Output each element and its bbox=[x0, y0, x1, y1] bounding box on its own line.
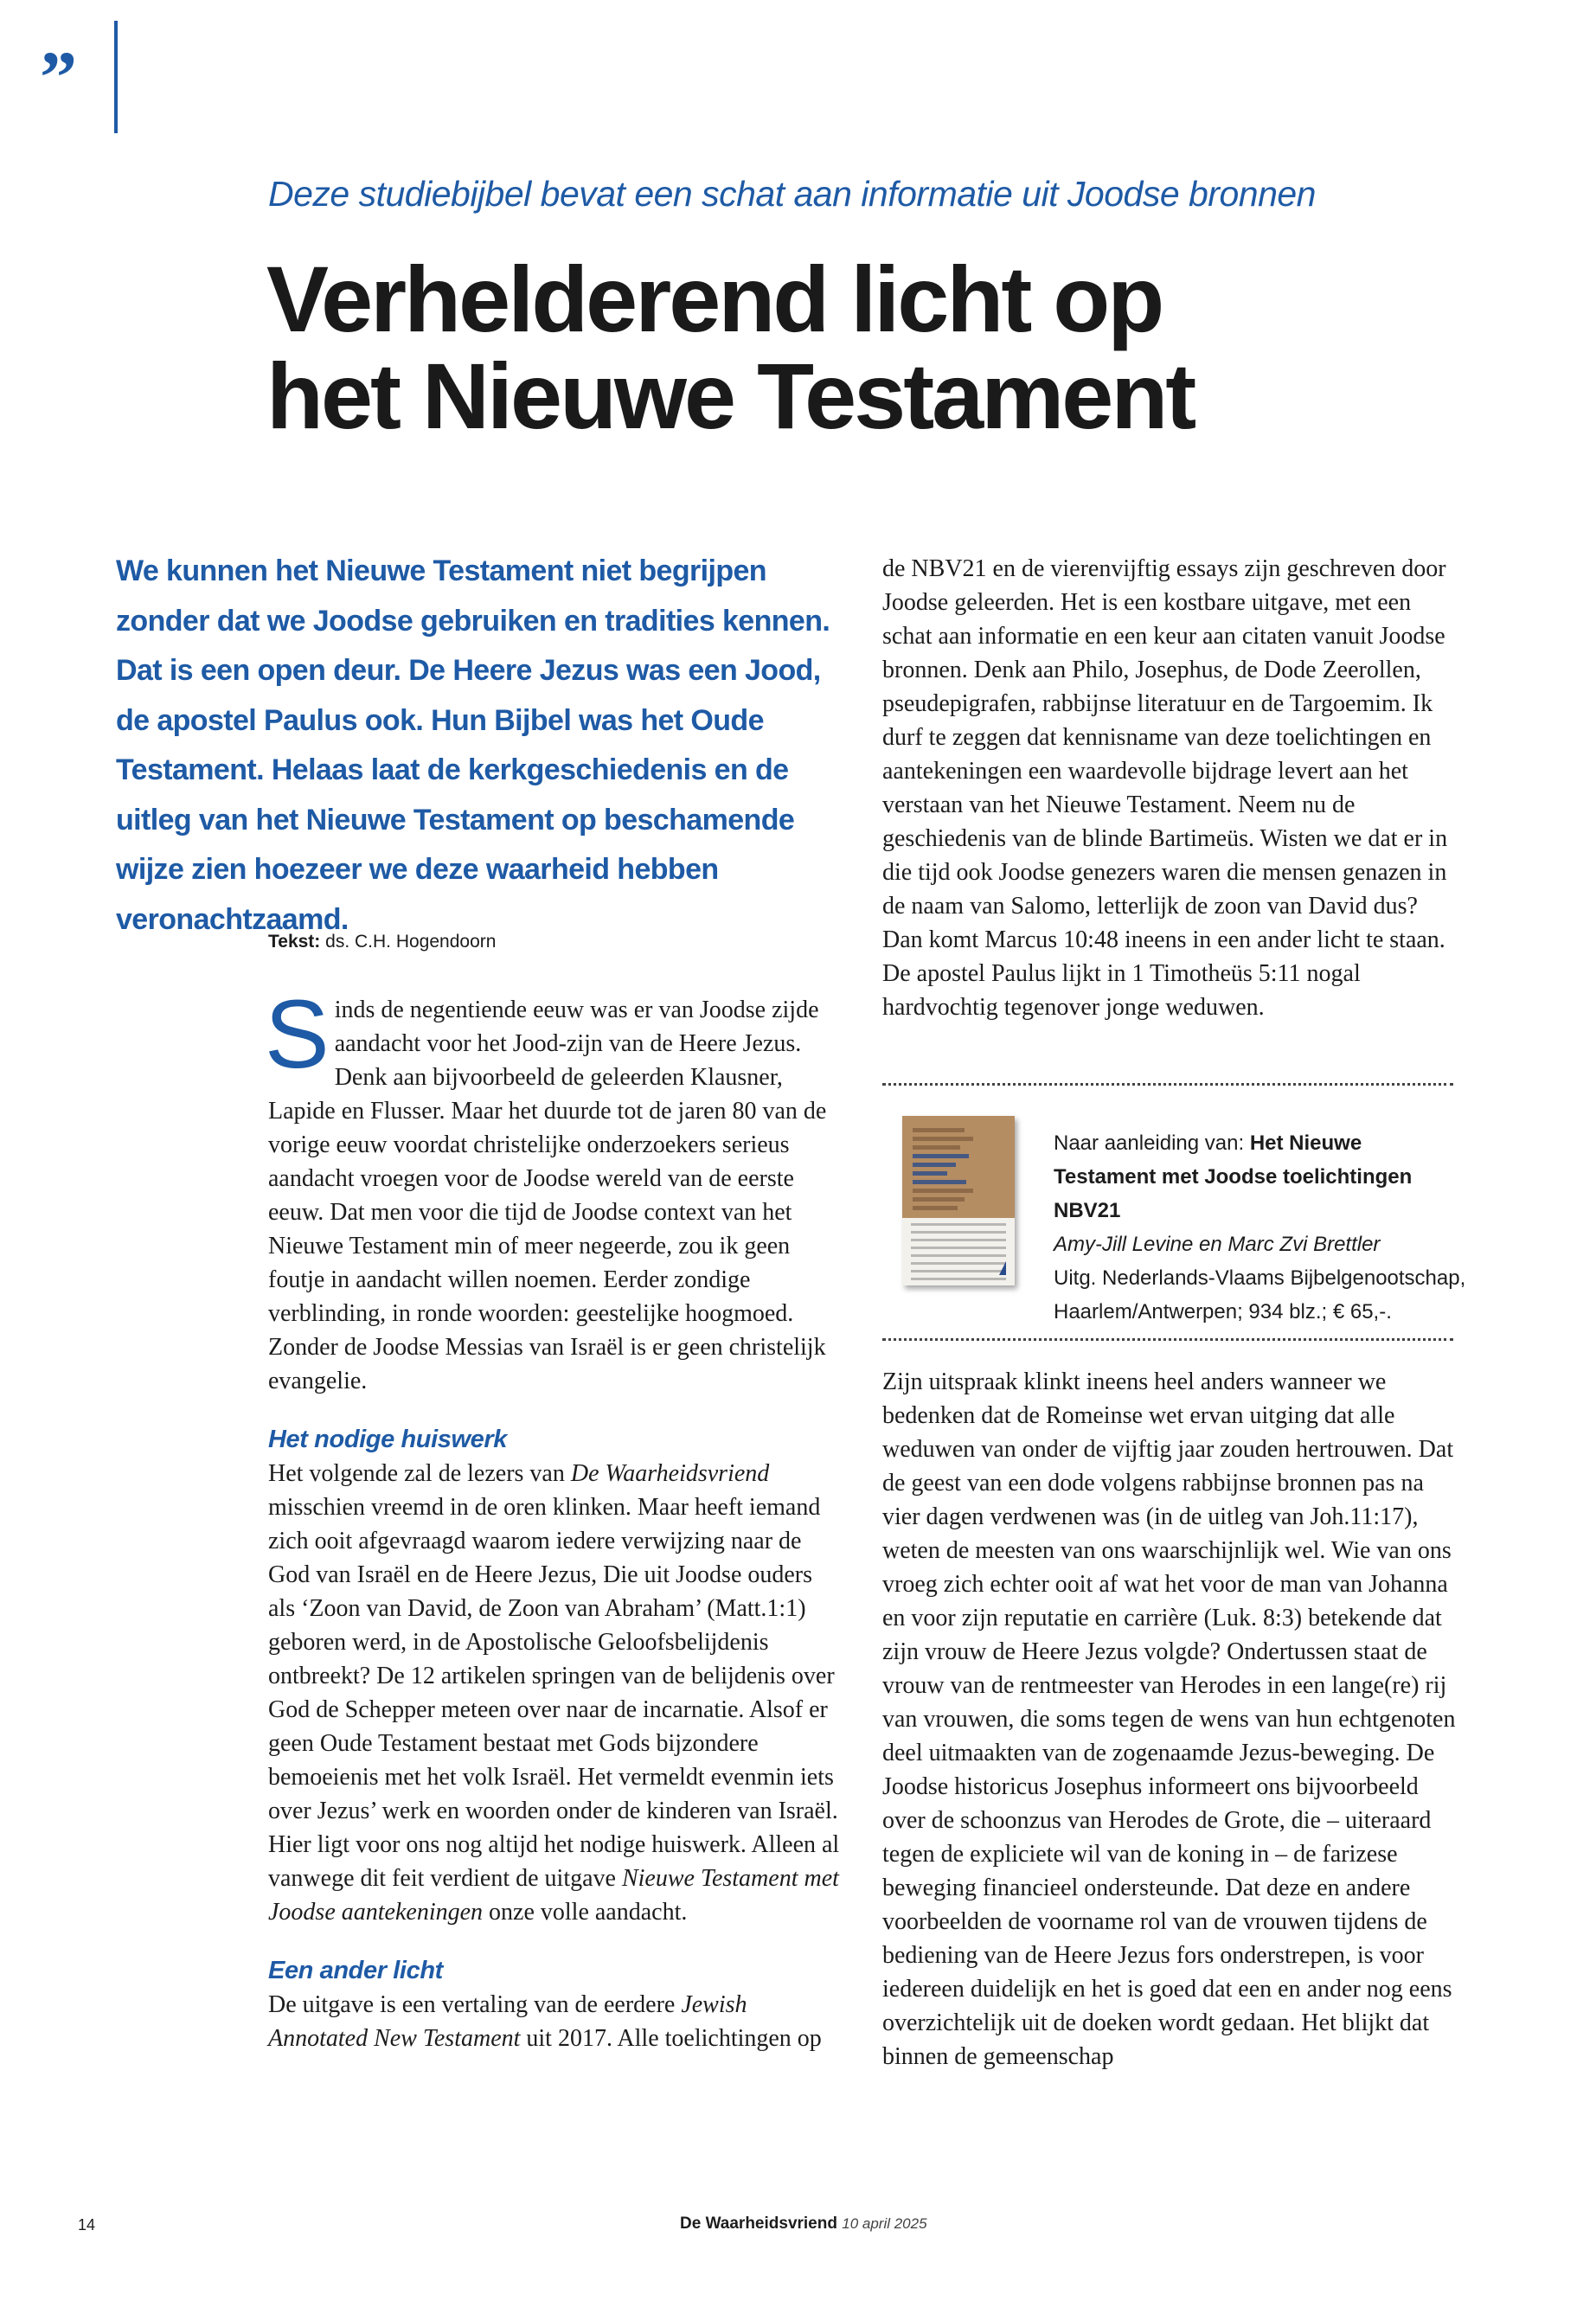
footer-magazine bbox=[680, 2214, 927, 2234]
magazine-title-ref: De Waarheidsvriend bbox=[570, 1460, 770, 1487]
cover-lower-panel bbox=[902, 1218, 1015, 1285]
paragraph-2-text-c: onze volle aandacht. bbox=[483, 1899, 688, 1926]
paragraph-3-text-b: uit 2017. Alle toelichtingen op bbox=[520, 2025, 822, 2052]
page-number: 14 bbox=[78, 2216, 96, 2234]
vertical-rule bbox=[114, 21, 118, 133]
book-title: Het Nieuwe Testament met Joodse toelichtingen NBV21 bbox=[1054, 1131, 1413, 1222]
book-info-lead-title bbox=[1054, 1126, 1469, 1227]
paragraph-2-text-a: Het volgende zal de lezers van bbox=[268, 1460, 571, 1487]
headline-line-2: het Nieuwe Testament bbox=[266, 343, 1195, 448]
body-column-left bbox=[265, 980, 843, 2055]
book-lead: Naar aanleiding van: bbox=[1054, 1131, 1245, 1155]
body-column-right-top bbox=[882, 552, 1457, 1024]
right-paragraph-2: Zijn uitspraak klinkt ineens heel anders wanneer we bedenken dat de Romeinse wet ervan uitging dat alle weduwen van onder de vijftig jaar zouden hertrouwen. Dat de geest van een dode volgens rabbijnse bronnen pas na vier dagen verdwenen was (in de uitleg van Joh.11:17), weten de meesten van ons waarschijnlijk wel. Wie van ons vroeg zich echter ooit af wat het voor de man van Johanna en voor zijn reputatie en carrière (Luk. 8:3) betekende dat zijn vrouw de Heere Jezus volgde? Ondertussen staat de vrouw van de rentmeester van Herodes in een lange(re) rij van vrouwen, die soms tegen de wens van hun echtgenoten deel uitmaakten van de zogenaamde Jezus-beweging. De Joodse historicus Josephus informeert ons bijvoorbeeld over de schoonzus van Herodes de Grote, die – uiteraard tegen de expliciete wil van de koning in – de farizese beweging financieel ondersteunde. Dat deze en andere voorbeelden de voorname rol van de vrouwen tijdens de bediening van de Heere Jezus fors onderstrepen, is voor iedereen duidelijk en het is goed dat een en ander nog eens overzichtelijk uit de doeken wordt gedaan. Het blijkt dat binnen de gemeenschap bbox=[882, 1368, 1456, 2070]
credit-author: ds. C.H. Hogendoorn bbox=[325, 932, 497, 952]
dotted-divider-top bbox=[882, 1083, 1453, 1086]
paragraph-1-text: inds de negentiende eeuw was er van Joodse zijde aandacht voor het Jood-zijn van de Heere Jezus. Denk aan bijvoorbeeld de geleerden Klausner, Lapide en Flusser. Maar het duurde tot de jaren 80 van de vorige eeuw voordat christelijke onderzoekers serieus aandacht vroegen voor de Joodse wereld van de eerste eeuw. Dat men voor die tijd de Joodse context van het Nieuwe Testament min of meer negeerde, zou ik geen foutje in aandacht willen noemen. Eerder zondige verblinding, in ronde woorden: geestelijke hoogmoed. Zonder de Joodse Messias van Israël is er geen christelijk evangelie. bbox=[268, 997, 827, 1394]
author-credit bbox=[268, 929, 496, 955]
footer-magazine-name: De Waarheidsvriend bbox=[680, 2214, 837, 2233]
jewish-annotated-ref: Jewish Annotated New Testament bbox=[268, 1991, 747, 2052]
paragraph-3-text-a: De uitgave is een vertaling van de eerdere bbox=[268, 1991, 682, 2018]
credit-label: Tekst: bbox=[268, 932, 321, 952]
body-column-right-bottom bbox=[882, 1365, 1457, 2073]
dropcap: S bbox=[265, 980, 330, 1088]
intro-paragraph: We kunnen het Nieuwe Testament niet begrijpen zonder dat we Joodse gebruiken en tradities kennen. Dat is een open deur. De Heere Jezus was een Jood, de apostel Paulus ook. Hun Bijbel was het Oude Testament. Helaas laat de kerkgeschiedenis en de uitleg van het Nieuwe Testament op beschamende wijze zien hoezeer we deze waarheid hebben veronachtzaamd. bbox=[116, 554, 830, 936]
subhead-ander-licht: Een ander licht bbox=[268, 1957, 443, 1984]
subhead-huiswerk: Het nodige huiswerk bbox=[268, 1426, 507, 1453]
book-cover-image bbox=[902, 1116, 1015, 1285]
body-paragraph-2 bbox=[268, 1457, 843, 1929]
dotted-divider-bottom bbox=[882, 1338, 1453, 1341]
book-authors: Amy-Jill Levine en Marc Zvi Brettler bbox=[1054, 1233, 1381, 1256]
kicker: Deze studiebijbel bevat een schat aan informatie uit Joodse bronnen bbox=[268, 174, 1316, 214]
headline-line-1: Verhelderend licht op bbox=[266, 247, 1163, 351]
headline bbox=[266, 247, 1529, 448]
paragraph-2-text-b: misschien vreemd in de oren klinken. Maar heeft iemand zich ooit afgevraagd waarom iedere verwijzing naar de God van Israël en de Heere Jezus, Die uit Joodse ouders als ‘Zoon van David, de Zoon van Abraham’ (Matt.1:1) geboren werd, in de Apostolische Geloofsbelijdenis ontbreekt? De 12 artikelen springen van de belijdenis over God de Schepper meteen over naar de incarnatie. Alsof er geen Oude Testament bestaat met Gods bijzondere bemoeienis met het volk Israël. Het vermeldt evenmin iets over Jezus’ werk en woorden onder de kinderen van Israël. Hier ligt voor ons nog altijd het nodige huiswerk. Alleen al vanwege dit feit verdient de uitgave bbox=[268, 1494, 840, 1892]
cover-logo-icon bbox=[999, 1261, 1006, 1275]
quote-mark-icon: ” bbox=[40, 35, 77, 119]
book-title-ref: Nieuwe Testament met Joodse aantekeningen bbox=[268, 1865, 839, 1926]
footer-date: 10 april 2025 bbox=[842, 2215, 927, 2232]
body-paragraph-3 bbox=[268, 1988, 843, 2055]
book-info bbox=[1054, 1126, 1469, 1329]
right-paragraph-1: de NBV21 en de vierenvijftig essays zijn geschreven door Joodse geleerden. Het is een kostbare uitgave, met een schat aan informatie en een keur aan citaten vanuit Joodse bronnen. Denk aan Philo, Josephus, de Dode Zeerollen, pseudepigrafen, rabbijnse literatuur en de Targoemim. Ik durf te zeggen dat kennisname van deze toelichtingen en aantekeningen een waardevolle bijdrage levert aan het verstaan van het Nieuwe Testament. Neem nu de geschiedenis van de blinde Bartimeüs. Wisten we dat er in die tijd ook Joodse genezers waren die mensen genazen in de naam van Salomo, letterlijk de zoon van David dus? Dan komt Marcus 10:48 ineens in een ander licht te staan. De apostel Paulus lijkt in 1 Timotheüs 5:11 nogal hardvochtig tegenover jonge weduwen. bbox=[882, 555, 1448, 1021]
body-paragraph-1 bbox=[265, 980, 843, 1398]
cover-text-lines bbox=[913, 1128, 999, 1215]
book-publisher: Uitg. Nederlands-Vlaams Bijbelgenootschap, Haarlem/Antwerpen; 934 blz.; € 65,-. bbox=[1054, 1266, 1466, 1324]
